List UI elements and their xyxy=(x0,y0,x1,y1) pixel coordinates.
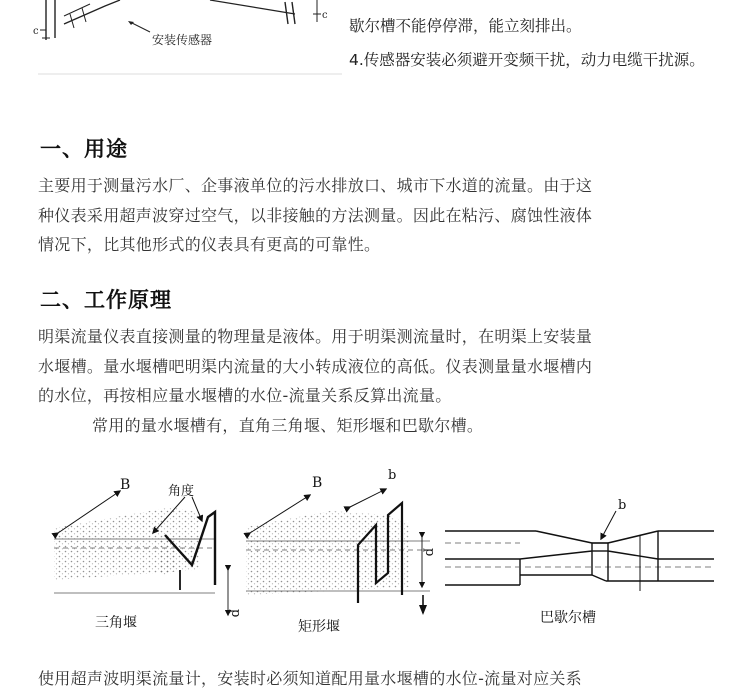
section1-title: 一、用途 xyxy=(40,137,128,161)
section1-body xyxy=(38,171,592,260)
weir-diagrams-figure xyxy=(40,455,730,645)
rectangle-weir-diagram xyxy=(246,468,437,635)
section2-title: 二、工作原理 xyxy=(40,288,172,312)
triangle-label-angle: 角度 xyxy=(168,484,195,499)
parshall-label-small-b: b xyxy=(618,498,627,513)
rectangle-label-small-b: b xyxy=(388,468,397,483)
section1-line: 种仪表采用超声波穿过空气，以非接触的方法测量。因此在粘污、腐蚀性液体 xyxy=(38,205,593,225)
bottom-cutoff-line: 使用超声波明渠流量计，安装时必须知道配用量水堰槽的水位-流量对应关系 xyxy=(38,669,582,688)
rectangle-caption: 矩形堰 xyxy=(298,619,340,635)
triangle-weir-diagram xyxy=(54,477,243,631)
section2-line: 的水位，再按相应量水堰槽的水位-流量关系反算出流量。 xyxy=(38,386,452,405)
triangle-label-b: B xyxy=(120,477,131,493)
svg-text:c: c xyxy=(322,10,328,21)
note-line-continuation: 歇尔槽不能停停滞，能立刻排出。 xyxy=(349,17,582,35)
rectangle-label-p: p xyxy=(422,548,437,557)
section2-line: 常用的量水堰槽有，直角三角堰、矩形堰和巴歇尔槽。 xyxy=(92,415,484,435)
triangle-label-p: p xyxy=(228,609,243,618)
section1-line: 主要用于测量污水厂、企事液单位的污水排放口、城市下水道的流量。由于这 xyxy=(38,176,593,195)
svg-text:c: c xyxy=(33,26,39,37)
triangle-caption: 三角堰 xyxy=(95,615,137,631)
section1-line: 情况下，比其他形式的仪表具有更高的可靠性。 xyxy=(38,235,381,254)
section2-line: 水堰槽。量水堰槽吧明渠内流量的大小转成液位的高低。仪表测量量水堰槽内 xyxy=(38,356,593,376)
parshall-flume-diagram xyxy=(445,498,714,626)
parshall-caption: 巴歇尔槽 xyxy=(540,610,596,626)
section2-body xyxy=(38,322,592,440)
note-line-4: 4.传感器安装必须避开变频干扰，动力电缆干扰源。 xyxy=(349,51,705,69)
rectangle-label-b: B xyxy=(312,475,323,491)
sensor-install-diagram xyxy=(30,0,350,80)
section2-line: 明渠流量仪表直接测量的物理量是液体。用于明渠测流量时，在明渠上安装量 xyxy=(38,327,593,346)
sensor-install-label: 安装传感器 xyxy=(152,33,213,47)
